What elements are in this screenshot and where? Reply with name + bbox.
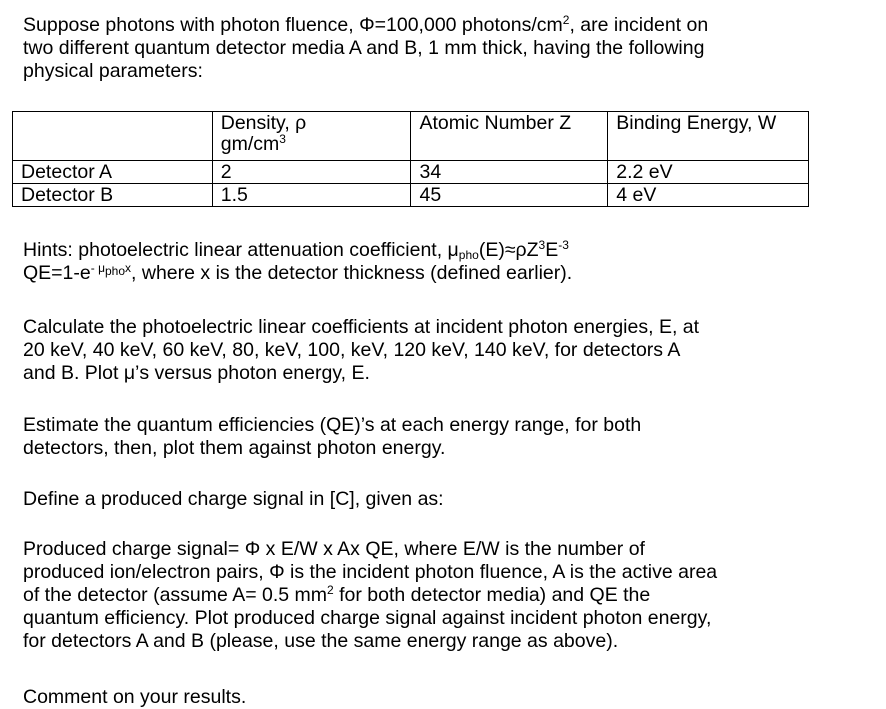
intro-line-1 (23, 14, 708, 37)
header-cell-empty (13, 112, 213, 161)
intro-line-1-tail: , are incident on (569, 14, 709, 36)
density-unit: gm/cm (220, 133, 280, 155)
qe-exponent-x: x (125, 261, 132, 275)
table-row (13, 184, 809, 207)
mu-pho-subscript: pho (458, 248, 479, 262)
signal-line-4: quantum efficiency. Plot produced charge signal against incident photon energy, (23, 607, 712, 629)
comment-line-1: Comment on your results. (23, 686, 247, 708)
table-header-row (13, 112, 809, 161)
detector-parameters-table (12, 111, 809, 207)
signal-line-2: produced ion/electron pairs, Φ is the incident photon fluence, A is the active area (23, 561, 718, 583)
detector-name-cell: Detector B (13, 184, 213, 207)
area-text-tail: for both detector media) and QE the (333, 584, 651, 606)
binding-energy-cell: 4 eV (608, 184, 809, 207)
estimate-line-2: detectors, then, plot them against photon energy. (23, 437, 446, 459)
signal-line-5: for detectors A and B (please, use the same energy range as above). (23, 630, 619, 652)
qe-description: , where x is the detector thickness (defined earlier). (131, 262, 573, 284)
estimate-qe-paragraph (23, 414, 641, 460)
charge-signal-paragraph (23, 538, 717, 653)
signal-line-3 (23, 584, 717, 607)
e-inverse-cubed-superscript: -3 (558, 238, 569, 252)
define-line-1: Define a produced charge signal in [C], given as: (23, 488, 444, 510)
header-cell-atomic-number: Atomic Number Z (411, 112, 608, 161)
atomic-number-cell: 45 (411, 184, 608, 207)
qe-exponent-mu: - μ (90, 261, 105, 275)
header-cell-binding-energy: Binding Energy, W (608, 112, 809, 161)
hints-formula: (E)≈ρZ (478, 239, 539, 261)
calculate-line-1: Calculate the photoelectric linear coefficients at incident photon energies, E, at (23, 316, 700, 338)
detector-name-cell: Detector A (13, 161, 213, 184)
qe-exponent-pho: pho (105, 264, 126, 278)
mm-squared-superscript: 2 (327, 583, 334, 597)
hints-text: Hints: photoelectric linear attenuation coefficient, μ (23, 239, 459, 261)
area-text: of the detector (assume A= 0.5 mm (23, 584, 328, 606)
intro-line-1-text: Suppose photons with photon fluence, Φ=100,000 photons/cm (23, 14, 563, 36)
density-cell: 2 (212, 161, 411, 184)
cm-squared-superscript: 2 (562, 13, 570, 27)
calculate-line-2: 20 keV, 40 keV, 60 keV, 80, keV, 100, keV, 120 keV, 140 keV, for detectors A (23, 339, 681, 361)
qe-formula: QE=1-e (23, 262, 91, 284)
hints-line-1 (23, 239, 572, 262)
density-cell: 1.5 (212, 184, 411, 207)
intro-paragraph (23, 14, 708, 83)
intro-line-3: physical parameters: (23, 60, 203, 82)
estimate-line-1: Estimate the quantum efficiencies (QE)’s at each energy range, for both (23, 414, 642, 436)
signal-line-1: Produced charge signal= Φ x E/W x Ax QE, where E/W is the number of (23, 538, 645, 560)
qe-exponent (90, 261, 132, 278)
hints-formula-e: E (545, 239, 559, 261)
calculate-line-3: and B. Plot μ’s versus photon energy, E. (23, 362, 370, 384)
hints-line-2 (23, 262, 572, 285)
atomic-number-cell: 34 (411, 161, 608, 184)
density-unit-superscript: 3 (279, 132, 286, 146)
z-cubed-superscript: 3 (538, 238, 546, 252)
table-row (13, 161, 809, 184)
header-cell-density (212, 112, 411, 161)
calculate-paragraph (23, 316, 699, 385)
intro-line-2: two different quantum detector media A and B, 1 mm thick, having the following (23, 37, 705, 59)
density-label: Density, ρ (220, 112, 307, 134)
define-paragraph (23, 488, 444, 511)
binding-energy-cell: 2.2 eV (608, 161, 809, 184)
comment-paragraph (23, 686, 246, 709)
hints-paragraph (23, 239, 572, 285)
